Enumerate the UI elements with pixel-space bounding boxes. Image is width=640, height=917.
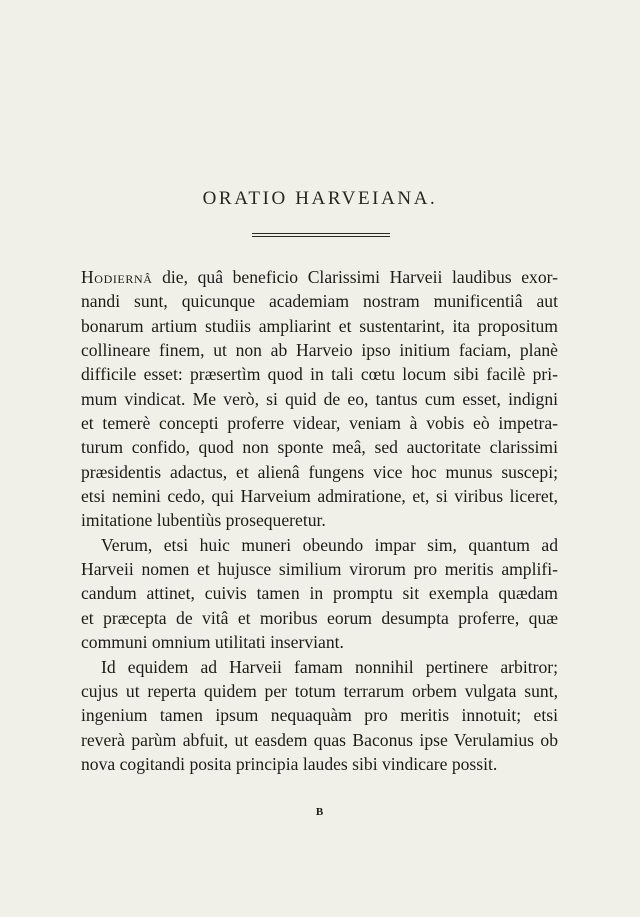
text-line: præsidentis adactus, et alienâ fungens vice hoc munus suscepi; bbox=[81, 461, 558, 482]
text-line: candum attinet, cuivis tamen in promptu sit exempla quædam bbox=[81, 583, 558, 604]
paragraph-2 bbox=[81, 533, 558, 655]
text-line: mum vindicat. Me verò, si quid de eo, tantus cum esset, indigni bbox=[81, 388, 558, 409]
body-text bbox=[81, 265, 558, 776]
text-line: nova cogitandi posita principia laudes sibi vindicare possit. bbox=[81, 753, 498, 774]
text-line: Harveii nomen et hujusce similium virorum pro meritis amplifi- bbox=[81, 559, 558, 580]
text-line: reverà parùm abfuit, ut easdem quas Baconus ipse Verulamius ob bbox=[81, 729, 558, 750]
paragraph-1 bbox=[81, 265, 558, 533]
text-line: turum confido, quod non sponte meâ, sed auctoritate clarissimi bbox=[81, 437, 558, 458]
text-line: Hodiernâ die, quâ beneficio Clarissimi Harveii laudibus exor- bbox=[81, 267, 558, 287]
paragraph-3 bbox=[81, 655, 558, 777]
text-line: cujus ut reperta quidem per totum terrarum orbem vulgata sunt, bbox=[81, 680, 558, 701]
signature-mark: B bbox=[315, 806, 325, 818]
text-line: collineare finem, ut non ab Harveio ipso initium faciam, planè bbox=[81, 340, 558, 361]
page-title: ORATIO HARVEIANA. bbox=[202, 188, 438, 209]
title-divider bbox=[252, 233, 390, 238]
text-line: et temerè concepti proferre videar, veniam à vobis eò impetra- bbox=[81, 413, 558, 434]
text-line: etsi nemini cedo, qui Harveium admiratione, et, si viribus liceret, bbox=[81, 486, 558, 507]
text-line: et præcepta de vitâ et moribus eorum desumpta proferre, quæ bbox=[81, 607, 558, 628]
text-line: bonarum artium studiis ampliarint et sustentarint, ita propositum bbox=[81, 315, 558, 336]
drop-word: Hodiernâ bbox=[81, 267, 153, 287]
text-line: Verum, etsi huic muneri obeundo impar sim, quantum ad bbox=[101, 534, 558, 555]
text-line: imitatione lubentiùs prosequeretur. bbox=[81, 510, 326, 531]
text-line: difficile esset: præsertìm quod in tali cœtu locum sibi facilè pri- bbox=[81, 364, 558, 385]
text-line: nandi sunt, quicunque academiam nostram munificentiâ aut bbox=[81, 291, 558, 312]
text-line: ingenium tamen ipsum nequaquàm pro meritis innotuit; etsi bbox=[81, 705, 558, 726]
text-line: communi omnium utilitati inserviant. bbox=[81, 632, 344, 653]
text-line: Id equidem ad Harveii famam nonnihil pertinere arbitror; bbox=[101, 656, 558, 677]
